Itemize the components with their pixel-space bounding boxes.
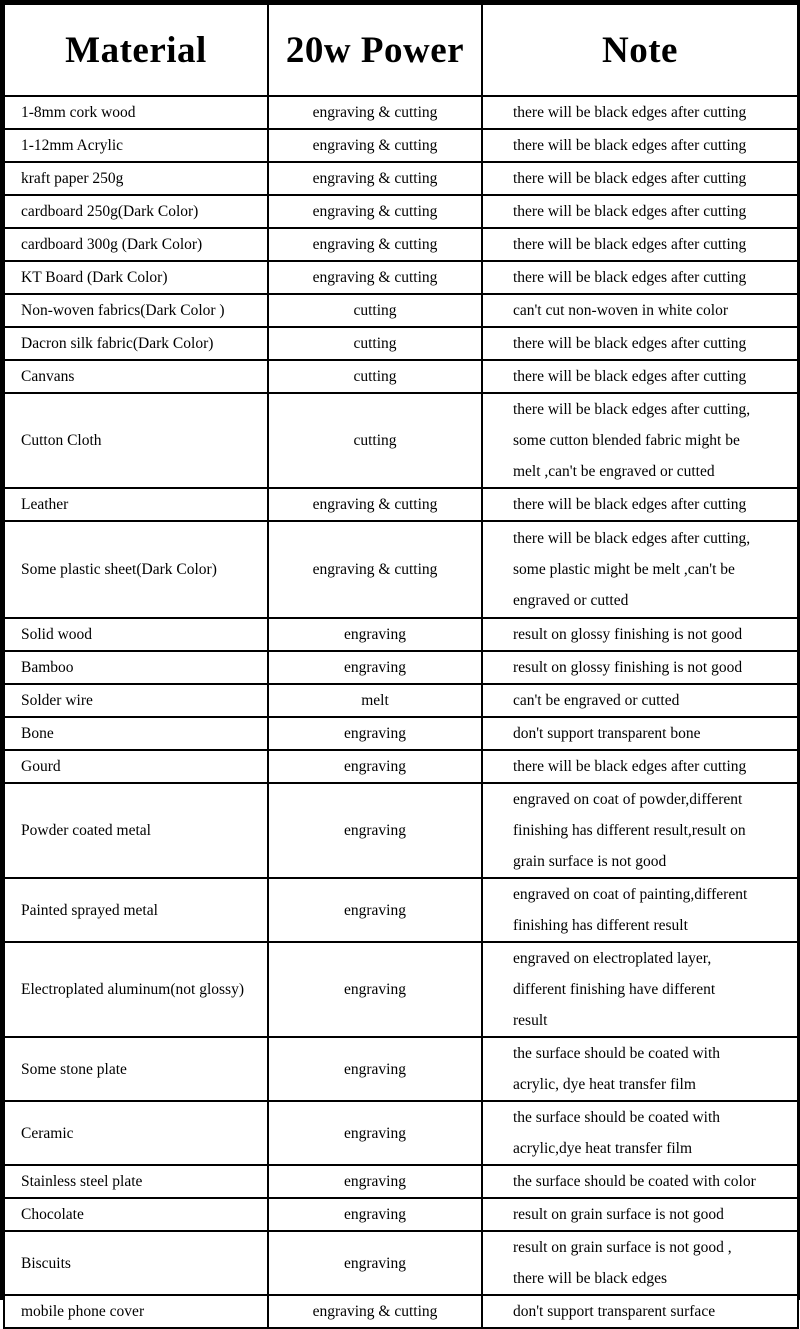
material-cell: KT Board (Dark Color) bbox=[4, 261, 268, 294]
power-cell: engraving bbox=[268, 1101, 482, 1165]
note-line: result bbox=[513, 1012, 548, 1029]
table-row bbox=[4, 1101, 798, 1165]
note-cell bbox=[482, 1101, 798, 1165]
table-row bbox=[4, 294, 798, 327]
material-cell: Canvans bbox=[4, 360, 268, 393]
material-cell: Cutton Cloth bbox=[4, 393, 268, 488]
table-row bbox=[4, 360, 798, 393]
note-cell bbox=[482, 327, 798, 360]
note-cell bbox=[482, 1165, 798, 1198]
note-line: there will be black edges after cutting bbox=[513, 335, 747, 352]
note-cell bbox=[482, 195, 798, 228]
note-line: finishing has different result,result on bbox=[513, 822, 746, 839]
note-cell bbox=[482, 393, 798, 488]
power-cell: engraving bbox=[268, 750, 482, 783]
note-cell bbox=[482, 162, 798, 195]
note-cell bbox=[482, 717, 798, 750]
table-row bbox=[4, 684, 798, 717]
table-row bbox=[4, 618, 798, 651]
header-note: Note bbox=[482, 4, 798, 96]
note-line: grain surface is not good bbox=[513, 853, 667, 870]
material-cell: Some stone plate bbox=[4, 1037, 268, 1101]
note-line: some cutton blended fabric might be bbox=[513, 432, 740, 449]
table-row bbox=[4, 1037, 798, 1101]
note-cell bbox=[482, 651, 798, 684]
note-line: there will be black edges after cutting bbox=[513, 104, 747, 121]
power-cell: cutting bbox=[268, 393, 482, 488]
table-row bbox=[4, 651, 798, 684]
table-row bbox=[4, 942, 798, 1037]
table-row bbox=[4, 129, 798, 162]
note-line: result on glossy finishing is not good bbox=[513, 659, 743, 676]
table-row bbox=[4, 261, 798, 294]
power-cell: engraving bbox=[268, 783, 482, 878]
power-cell: cutting bbox=[268, 294, 482, 327]
material-cell: Leather bbox=[4, 488, 268, 521]
note-line: the surface should be coated with bbox=[513, 1045, 721, 1062]
material-cell: Chocolate bbox=[4, 1198, 268, 1231]
note-line: engraved on coat of powder,different bbox=[513, 791, 743, 808]
materials-table bbox=[3, 3, 799, 1329]
note-cell bbox=[482, 1198, 798, 1231]
power-cell: engraving bbox=[268, 878, 482, 942]
note-line: melt ,can't be engraved or cutted bbox=[513, 463, 715, 480]
material-cell: Stainless steel plate bbox=[4, 1165, 268, 1198]
note-cell bbox=[482, 261, 798, 294]
note-line: some plastic might be melt ,can't be bbox=[513, 561, 735, 578]
power-cell: engraving & cutting bbox=[268, 195, 482, 228]
material-cell: Non-woven fabrics(Dark Color ) bbox=[4, 294, 268, 327]
material-cell: mobile phone cover bbox=[4, 1295, 268, 1328]
table-row bbox=[4, 488, 798, 521]
note-cell bbox=[482, 488, 798, 521]
table-row bbox=[4, 1198, 798, 1231]
note-line: there will be black edges bbox=[513, 1270, 668, 1287]
material-cell: Dacron silk fabric(Dark Color) bbox=[4, 327, 268, 360]
note-line: there will be black edges after cutting bbox=[513, 368, 747, 385]
note-line: don't support transparent surface bbox=[513, 1303, 716, 1320]
power-cell: engraving bbox=[268, 942, 482, 1037]
note-line: engraved or cutted bbox=[513, 592, 629, 609]
note-line: there will be black edges after cutting bbox=[513, 496, 747, 513]
note-line: can't be engraved or cutted bbox=[513, 692, 680, 709]
material-cell: Ceramic bbox=[4, 1101, 268, 1165]
note-cell bbox=[482, 294, 798, 327]
material-cell: Electroplated aluminum(not glossy) bbox=[4, 942, 268, 1037]
note-line: engraved on electroplated layer, bbox=[513, 950, 712, 967]
material-cell: Some plastic sheet(Dark Color) bbox=[4, 521, 268, 618]
note-line: acrylic,dye heat transfer film bbox=[513, 1140, 693, 1157]
note-cell bbox=[482, 129, 798, 162]
power-cell: engraving & cutting bbox=[268, 1295, 482, 1328]
note-line: result on grain surface is not good , bbox=[513, 1239, 732, 1256]
note-line: finishing has different result bbox=[513, 917, 688, 934]
material-cell: Biscuits bbox=[4, 1231, 268, 1295]
power-cell: engraving & cutting bbox=[268, 488, 482, 521]
material-cell: 1-8mm cork wood bbox=[4, 96, 268, 129]
note-line: there will be black edges after cutting bbox=[513, 269, 747, 286]
note-cell bbox=[482, 521, 798, 618]
note-cell bbox=[482, 360, 798, 393]
power-cell: engraving & cutting bbox=[268, 261, 482, 294]
table-row bbox=[4, 327, 798, 360]
power-cell: engraving bbox=[268, 651, 482, 684]
table-row bbox=[4, 750, 798, 783]
note-line: the surface should be coated with bbox=[513, 1109, 721, 1126]
power-cell: engraving bbox=[268, 618, 482, 651]
note-cell bbox=[482, 684, 798, 717]
material-cell: Gourd bbox=[4, 750, 268, 783]
material-cell: Solder wire bbox=[4, 684, 268, 717]
material-cell: cardboard 250g(Dark Color) bbox=[4, 195, 268, 228]
power-cell: engraving bbox=[268, 1165, 482, 1198]
note-cell bbox=[482, 1037, 798, 1101]
material-cell: Bone bbox=[4, 717, 268, 750]
power-cell: cutting bbox=[268, 360, 482, 393]
power-cell: engraving & cutting bbox=[268, 96, 482, 129]
material-cell: Bamboo bbox=[4, 651, 268, 684]
table-row bbox=[4, 878, 798, 942]
material-cell: kraft paper 250g bbox=[4, 162, 268, 195]
table-row bbox=[4, 1165, 798, 1198]
table-row bbox=[4, 393, 798, 488]
note-line: there will be black edges after cutting, bbox=[513, 530, 751, 547]
table-row bbox=[4, 162, 798, 195]
table-row bbox=[4, 1231, 798, 1295]
note-line: engraved on coat of painting,different bbox=[513, 886, 748, 903]
note-line: there will be black edges after cutting bbox=[513, 236, 747, 253]
table-row bbox=[4, 195, 798, 228]
header-material: Material bbox=[4, 4, 268, 96]
table-body bbox=[4, 96, 798, 1328]
note-line: result on grain surface is not good bbox=[513, 1206, 724, 1223]
note-line: acrylic, dye heat transfer film bbox=[513, 1076, 696, 1093]
note-cell bbox=[482, 1231, 798, 1295]
table-row bbox=[4, 228, 798, 261]
table-row bbox=[4, 521, 798, 618]
note-line: different finishing have different bbox=[513, 981, 716, 998]
power-cell: engraving & cutting bbox=[268, 521, 482, 618]
header-row bbox=[4, 4, 798, 96]
note-cell bbox=[482, 96, 798, 129]
note-line: there will be black edges after cutting bbox=[513, 137, 747, 154]
material-cell: Powder coated metal bbox=[4, 783, 268, 878]
note-line: can't cut non-woven in white color bbox=[513, 302, 728, 319]
power-cell: engraving bbox=[268, 1198, 482, 1231]
note-cell bbox=[482, 618, 798, 651]
power-cell: engraving & cutting bbox=[268, 162, 482, 195]
note-line: there will be black edges after cutting bbox=[513, 758, 747, 775]
table-row bbox=[4, 783, 798, 878]
power-cell: cutting bbox=[268, 327, 482, 360]
material-cell: Solid wood bbox=[4, 618, 268, 651]
note-cell bbox=[482, 878, 798, 942]
material-cell: Painted sprayed metal bbox=[4, 878, 268, 942]
note-line: there will be black edges after cutting bbox=[513, 203, 747, 220]
note-cell bbox=[482, 228, 798, 261]
note-line: there will be black edges after cutting bbox=[513, 170, 747, 187]
note-cell bbox=[482, 783, 798, 878]
header-power: 20w Power bbox=[268, 4, 482, 96]
material-cell: cardboard 300g (Dark Color) bbox=[4, 228, 268, 261]
power-cell: engraving & cutting bbox=[268, 129, 482, 162]
table-row bbox=[4, 717, 798, 750]
power-cell: engraving bbox=[268, 717, 482, 750]
note-cell bbox=[482, 942, 798, 1037]
power-cell: engraving bbox=[268, 1231, 482, 1295]
power-cell: engraving bbox=[268, 1037, 482, 1101]
power-cell: melt bbox=[268, 684, 482, 717]
power-cell: engraving & cutting bbox=[268, 228, 482, 261]
note-line: there will be black edges after cutting, bbox=[513, 401, 751, 418]
table-row bbox=[4, 96, 798, 129]
note-cell bbox=[482, 750, 798, 783]
note-line: don't support transparent bone bbox=[513, 725, 701, 742]
material-cell: 1-12mm Acrylic bbox=[4, 129, 268, 162]
note-line: the surface should be coated with color bbox=[513, 1173, 756, 1190]
note-line: result on glossy finishing is not good bbox=[513, 626, 743, 643]
